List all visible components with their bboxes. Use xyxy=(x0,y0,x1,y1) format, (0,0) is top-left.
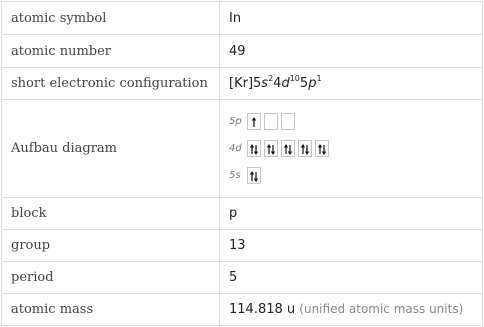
spin-pair-arrows-icon xyxy=(316,141,328,156)
row-value: 49 xyxy=(220,35,483,68)
electron-configuration: $[Kr]5s^24d^{10}5p^1$ xyxy=(220,68,483,100)
row-value: 13 xyxy=(220,229,483,261)
element-properties-table xyxy=(1,1,483,326)
orbital-label: 4d xyxy=(229,143,242,155)
orbital-box xyxy=(264,113,278,130)
row-label: short electronic configuration xyxy=(2,68,220,100)
unit-label: (unified atomic mass units) xyxy=(299,301,464,316)
orbital-row-4d xyxy=(229,138,482,159)
row-value: In xyxy=(220,2,483,35)
orbital-row-5s xyxy=(229,165,482,186)
row-value: 5 xyxy=(220,261,483,293)
spin-pair-arrows-icon xyxy=(299,141,311,156)
spin-up-arrow-icon xyxy=(248,114,260,129)
row-label: group xyxy=(2,229,220,261)
orbital-box xyxy=(247,167,261,184)
table-row xyxy=(2,229,483,261)
orbital-box xyxy=(298,140,312,157)
spin-pair-arrows-icon xyxy=(248,141,260,156)
orbital-box xyxy=(264,140,278,157)
orbital-label: 5s xyxy=(229,170,241,182)
atomic-mass-value: 114.818 u (unified atomic mass units) xyxy=(220,293,483,325)
orbital-box xyxy=(247,140,261,157)
orbital-box xyxy=(281,113,295,130)
table-row xyxy=(2,100,483,197)
table-row xyxy=(2,261,483,293)
row-label: block xyxy=(2,197,220,229)
table-row xyxy=(2,293,483,325)
table-row xyxy=(2,197,483,229)
aufbau-diagram xyxy=(220,100,483,197)
orbital-box xyxy=(247,113,261,130)
table-row xyxy=(2,2,483,35)
row-value: p xyxy=(220,197,483,229)
orbital-label: 5p xyxy=(229,116,242,128)
orbital-box xyxy=(281,140,295,157)
row-label: atomic symbol xyxy=(2,2,220,35)
table-row xyxy=(2,68,483,100)
orbital-row-5p xyxy=(229,111,482,132)
spin-pair-arrows-icon xyxy=(248,168,260,183)
table-row xyxy=(2,35,483,68)
spin-pair-arrows-icon xyxy=(265,141,277,156)
orbital-box xyxy=(315,140,329,157)
row-label: Aufbau diagram xyxy=(2,100,220,197)
row-label: period xyxy=(2,261,220,293)
row-label: atomic mass xyxy=(2,293,220,325)
row-label: atomic number xyxy=(2,35,220,68)
spin-pair-arrows-icon xyxy=(282,141,294,156)
